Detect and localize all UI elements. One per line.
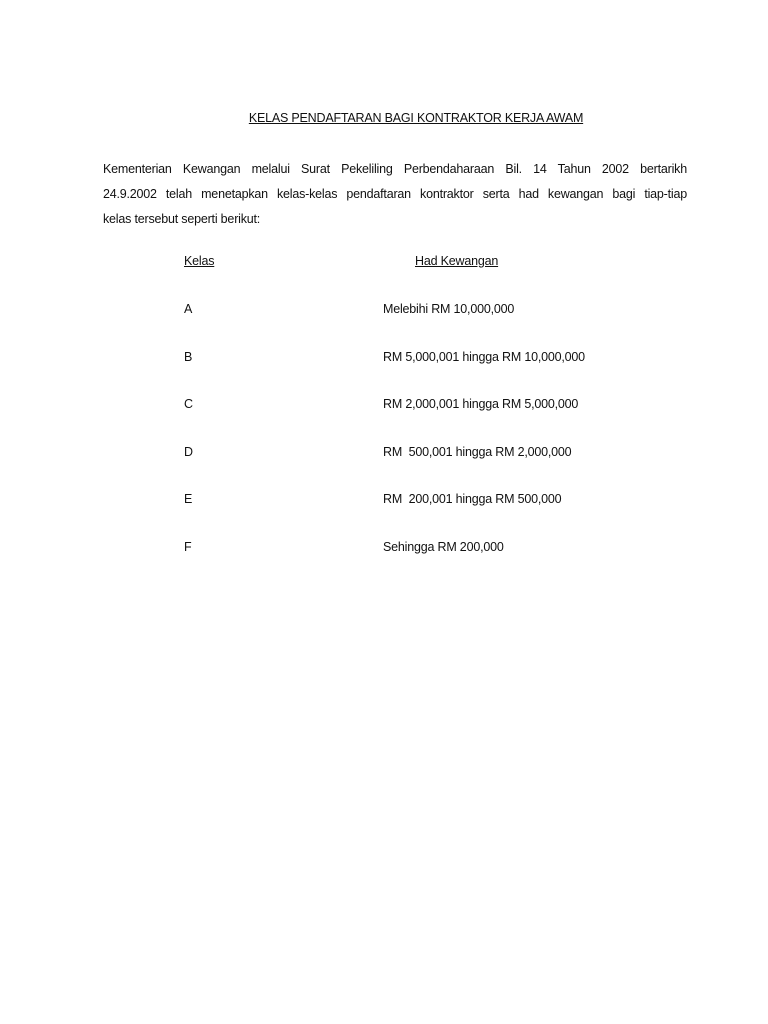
limit-cell: RM 5,000,001 hingga RM 10,000,000: [383, 349, 585, 364]
class-cell: D: [184, 444, 193, 459]
intro-paragraph: [103, 157, 687, 232]
limit-cell: Melebihi RM 10,000,000: [383, 302, 515, 316]
table-row: [0, 302, 768, 350]
class-cell: F: [184, 539, 192, 554]
table-row: [0, 397, 768, 445]
class-cell: C: [184, 397, 193, 411]
column-header-kelas: Kelas: [184, 254, 215, 268]
class-cell: E: [184, 492, 193, 506]
limit-cell: RM 500,001 hingga RM 2,000,000: [383, 444, 572, 459]
table-row: [0, 492, 768, 540]
document-title: KELAS PENDAFTARAN BAGI KONTRAKTOR KERJA AWAM: [248, 111, 584, 125]
limit-cell: Sehingga RM 200,000: [383, 539, 504, 554]
column-header-had-kewangan: Had Kewangan: [415, 254, 499, 268]
table-row: [0, 540, 768, 588]
intro-line: kelas tersebut seperti berikut:: [103, 212, 261, 226]
class-table: [0, 302, 768, 587]
table-row: [0, 350, 768, 398]
limit-cell: RM 200,001 hingga RM 500,000: [383, 492, 562, 506]
table-row: [0, 445, 768, 493]
class-cell: A: [184, 302, 193, 316]
intro-line: 24.9.2002 telah menetapkan kelas-kelas pendaftaran kontraktor serta had kewangan bagi tiap-tiap: [103, 187, 687, 201]
class-cell: B: [184, 349, 193, 364]
limit-cell: RM 2,000,001 hingga RM 5,000,000: [383, 397, 579, 411]
intro-line: Kementerian Kewangan melalui Surat Pekeliling Perbendaharaan Bil. 14 Tahun 2002 bertarikh: [103, 162, 687, 176]
